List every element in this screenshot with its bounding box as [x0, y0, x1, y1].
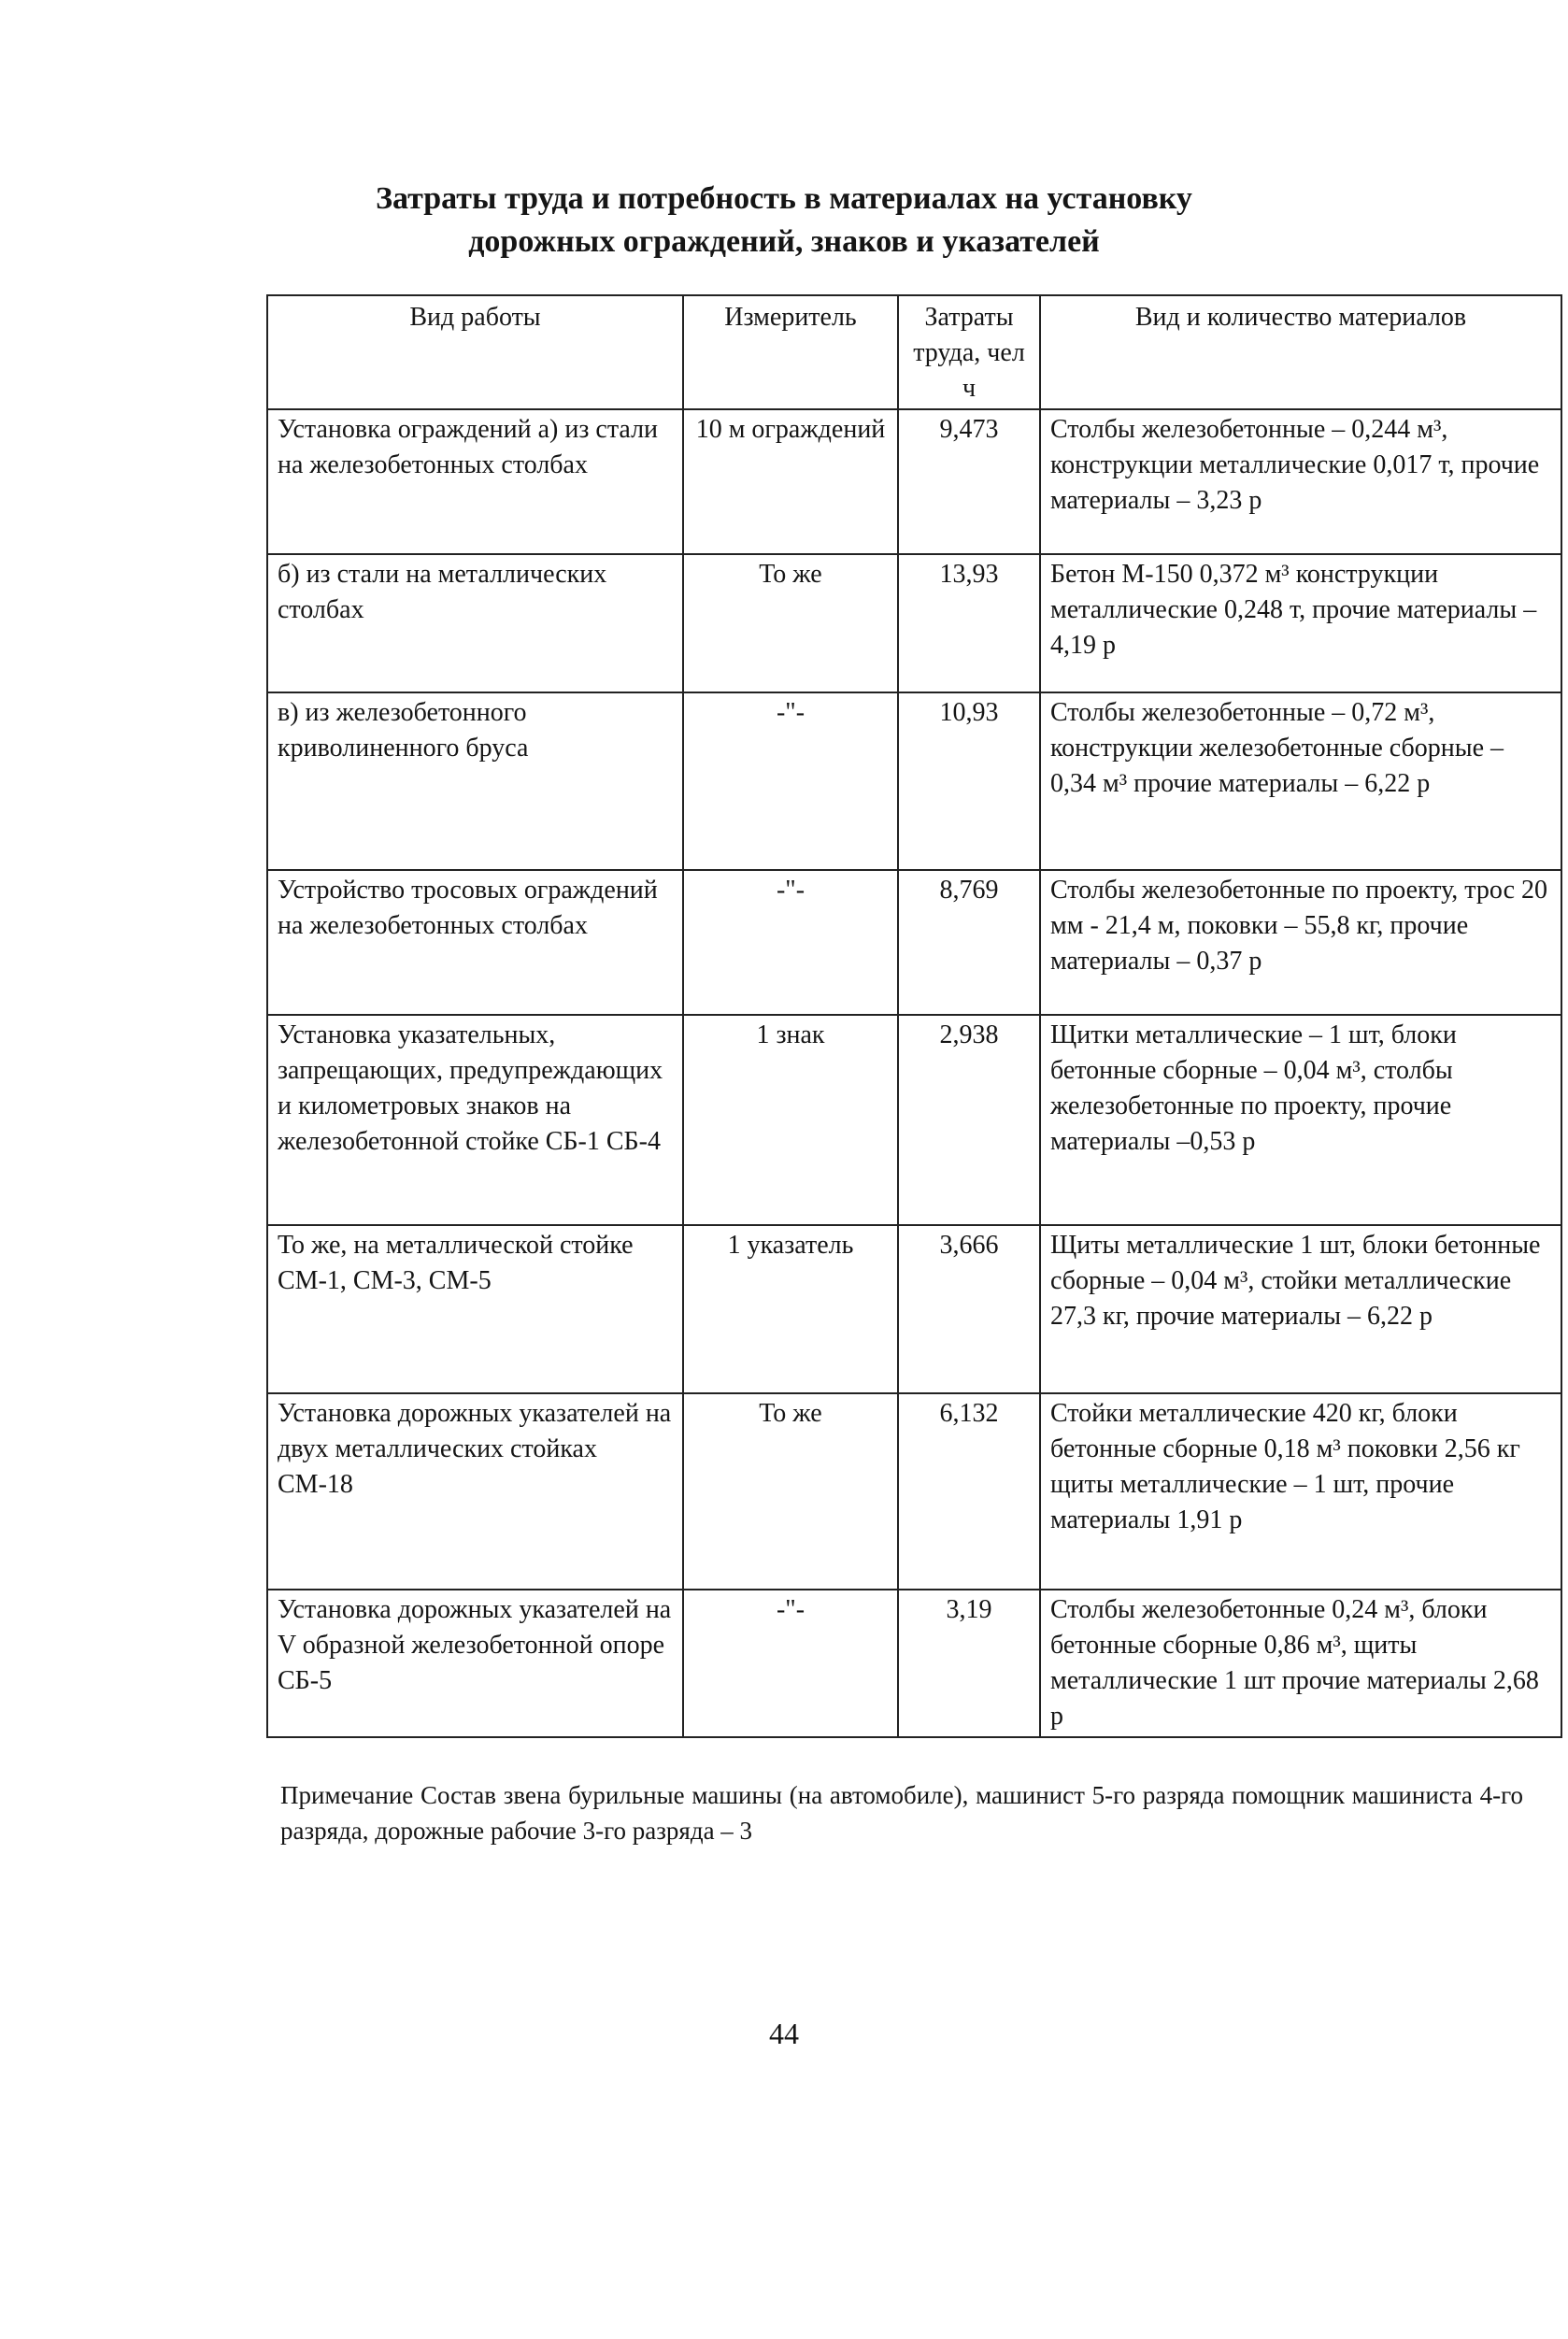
cell-unit: -"-: [683, 1590, 898, 1737]
table-row: [267, 692, 1561, 870]
title-line-1: Затраты труда и потребность в материалах на установку: [376, 181, 1192, 216]
cell-materials: Столбы железобетонные по проекту, трос 20 мм - 21,4 м, поковки – 55,8 кг, прочие материалы – 0,37 р: [1040, 870, 1561, 1015]
table-row: [267, 554, 1561, 692]
cell-unit: -"-: [683, 870, 898, 1015]
header-unit: Измеритель: [683, 295, 898, 409]
cell-materials: Бетон М-150 0,372 м³ конструкции металлические 0,248 т, прочие материалы – 4,19 р: [1040, 554, 1561, 692]
cell-labor: 10,93: [898, 692, 1040, 870]
table-row: [267, 1393, 1561, 1590]
cell-unit: 1 знак: [683, 1015, 898, 1225]
page-title: [0, 178, 1568, 264]
page-number: 44: [769, 2017, 799, 2050]
cell-unit: То же: [683, 1393, 898, 1590]
table-header-row: [267, 295, 1561, 409]
table-row: [267, 1015, 1561, 1225]
cell-materials: Столбы железобетонные – 0,72 м³, конструкции железобетонные сборные – 0,34 м³ прочие материалы – 6,22 р: [1040, 692, 1561, 870]
cell-work: Установка ограждений а) из стали на железобетонных столбах: [267, 409, 683, 554]
table-row: [267, 409, 1561, 554]
cell-labor: 6,132: [898, 1393, 1040, 1590]
cell-labor: 2,938: [898, 1015, 1040, 1225]
cell-work: в) из железобетонного криволиненного бруса: [267, 692, 683, 870]
cell-work: Установка дорожных указателей на двух металлических стойках СМ-18: [267, 1393, 683, 1590]
header-work: Вид работы: [267, 295, 683, 409]
cell-materials: Щиты металлические 1 шт, блоки бетонные сборные – 0,04 м³, стойки металлические 27,3 кг, прочие материалы – 6,22 р: [1040, 1225, 1561, 1393]
cell-unit: То же: [683, 554, 898, 692]
cell-unit: 10 м ограждений: [683, 409, 898, 554]
title-line-2: дорожных ограждений, знаков и указателей: [468, 224, 1100, 259]
header-materials: Вид и количество материалов: [1040, 295, 1561, 409]
cell-work: б) из стали на металлических столбах: [267, 554, 683, 692]
table-note: Примечание Состав звена бурильные машины (на автомобиле), машинист 5-го разряда помощник машиниста 4-го разряда, дорожные рабочие 3-го разряда – 3: [280, 1781, 1523, 1845]
cell-labor: 8,769: [898, 870, 1040, 1015]
cell-materials: Столбы железобетонные – 0,244 м³, конструкции металлические 0,017 т, прочие материалы – 3,23 р: [1040, 409, 1561, 554]
materials-table: [266, 294, 1562, 1738]
cell-unit: -"-: [683, 692, 898, 870]
cell-materials: Столбы железобетонные 0,24 м³, блоки бетонные сборные 0,86 м³, щиты металлические 1 шт прочие материалы 2,68 р: [1040, 1590, 1561, 1737]
table-row: [267, 870, 1561, 1015]
cell-labor: 3,19: [898, 1590, 1040, 1737]
header-labor: Затраты труда, чел ч: [898, 295, 1040, 409]
cell-work: То же, на металлической стойке СМ-1, СМ-3, СМ-5: [267, 1225, 683, 1393]
cell-labor: 13,93: [898, 554, 1040, 692]
cell-work: Установка указательных, запрещающих, предупреждающих и километровых знаков на железобетонной стойке СБ-1 СБ-4: [267, 1015, 683, 1225]
cell-materials: Стойки металлические 420 кг, блоки бетонные сборные 0,18 м³ поковки 2,56 кг щиты металлические – 1 шт, прочие материалы 1,91 р: [1040, 1393, 1561, 1590]
cell-work: Установка дорожных указателей на V образной железобетонной опоре СБ-5: [267, 1590, 683, 1737]
cell-materials: Щитки металлические – 1 шт, блоки бетонные сборные – 0,04 м³, столбы железобетонные по проекту, прочие материалы –0,53 р: [1040, 1015, 1561, 1225]
cell-work: Устройство тросовых ограждений на железобетонных столбах: [267, 870, 683, 1015]
cell-unit: 1 указатель: [683, 1225, 898, 1393]
table-row: [267, 1590, 1561, 1737]
cell-labor: 3,666: [898, 1225, 1040, 1393]
cell-labor: 9,473: [898, 409, 1040, 554]
table-row: [267, 1225, 1561, 1393]
